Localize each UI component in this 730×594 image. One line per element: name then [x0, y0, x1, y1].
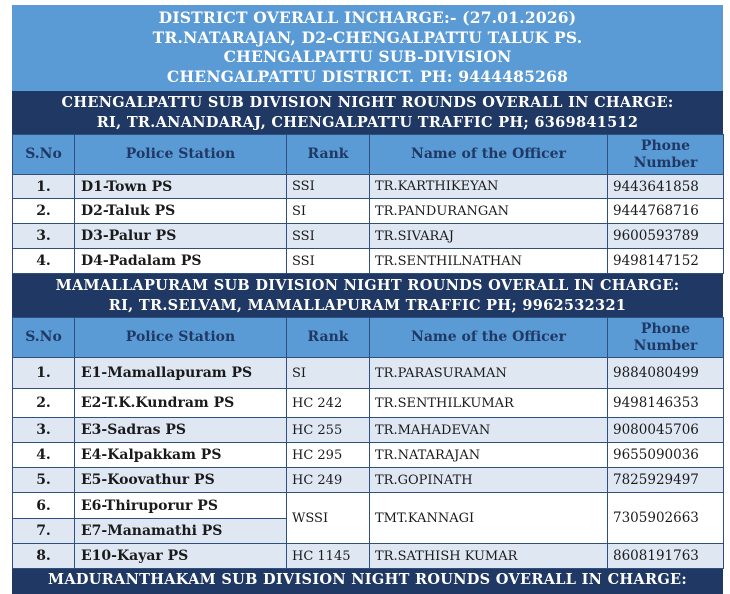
table-row	[13, 175, 724, 199]
col-header-station: Police Station	[75, 135, 287, 175]
chengalpattu-section-header	[12, 91, 723, 134]
col-header-sno: S.No	[13, 318, 75, 358]
phone-header-line-2: Number	[633, 154, 698, 171]
cell-station: D1-Town PS	[75, 175, 287, 199]
cell-rank: HC 295	[287, 443, 370, 468]
section-title-line-1: CHENGALPATTU SUB DIVISION NIGHT ROUNDS OVERALL IN CHARGE:	[61, 94, 674, 111]
cell-station: D3-Palur PS	[75, 224, 287, 249]
cell-sno: 2.	[13, 199, 75, 224]
cell-rank: HC 242	[287, 389, 370, 418]
cell-phone: 9884080499	[608, 358, 724, 389]
col-header-officer: Name of the Officer	[370, 318, 608, 358]
cell-phone: 9443641858	[608, 175, 724, 199]
cell-sno: 1.	[13, 358, 75, 389]
section-title-line-1: MAMALLAPURAM SUB DIVISION NIGHT ROUNDS OVERALL IN CHARGE:	[55, 277, 680, 294]
cell-station: E7-Manamathi PS	[75, 519, 287, 544]
cell-rank: SI	[287, 199, 370, 224]
table-row	[13, 199, 724, 224]
table-row	[13, 249, 724, 274]
cell-rank: SSI	[287, 249, 370, 274]
cell-sno: 5.	[13, 468, 75, 493]
phone-header-line-2: Number	[633, 337, 698, 354]
col-header-officer: Name of the Officer	[370, 135, 608, 175]
chengalpattu-roster-table	[12, 134, 724, 274]
cell-station: E6-Thiruporur PS	[75, 493, 287, 519]
cell-sno: 4.	[13, 443, 75, 468]
cell-rank: SI	[287, 358, 370, 389]
phone-header-line-1: Phone	[640, 137, 691, 154]
table-row	[13, 358, 724, 389]
cell-officer: TR.SENTHILKUMAR	[370, 389, 608, 418]
cell-station: E10-Kayar PS	[75, 544, 287, 569]
table-row	[13, 224, 724, 249]
cell-phone: 9444768716	[608, 199, 724, 224]
cell-officer: TR.MAHADEVAN	[370, 418, 608, 443]
table-row	[13, 389, 724, 418]
cell-phone: 7305902663	[608, 493, 724, 544]
cell-rank: SSI	[287, 224, 370, 249]
cell-rank: SSI	[287, 175, 370, 199]
cell-officer: TR.SENTHILNATHAN	[370, 249, 608, 274]
col-header-phone	[608, 318, 724, 358]
cell-officer: TR.SIVARAJ	[370, 224, 608, 249]
cell-phone: 9498147152	[608, 249, 724, 274]
col-header-station: Police Station	[75, 318, 287, 358]
cell-phone: 9498146353	[608, 389, 724, 418]
table-header-row	[13, 135, 724, 175]
cell-officer: TR.PANDURANGAN	[370, 199, 608, 224]
table-row	[13, 493, 724, 519]
cell-sno: 3.	[13, 418, 75, 443]
cell-rank: WSSI	[287, 493, 370, 544]
table-row	[13, 468, 724, 493]
section-title-line-2: RI, TR.SELVAM, MAMALLAPURAM TRAFFIC PH; 9962532321	[108, 297, 627, 314]
phone-header-line-1: Phone	[640, 320, 691, 337]
banner-line-3: CHENGALPATTU SUB-DIVISION	[223, 47, 512, 66]
cell-officer: TMT.KANNAGI	[370, 493, 608, 544]
banner-line-4: CHENGALPATTU DISTRICT. PH: 9444485268	[166, 66, 569, 86]
cell-sno: 8.	[13, 544, 75, 569]
section-title-line-1: MADURANTHAKAM SUB DIVISION NIGHT ROUNDS OVERALL IN CHARGE:	[47, 571, 688, 588]
table-row	[13, 544, 724, 569]
cell-officer: TR.SATHISH KUMAR	[370, 544, 608, 569]
cell-phone: 9600593789	[608, 224, 724, 249]
cell-station: D4-Padalam PS	[75, 249, 287, 274]
cell-station: E2-T.K.Kundram PS	[75, 389, 287, 418]
cell-station: E1-Mamallapuram PS	[75, 358, 287, 389]
cell-rank: HC 1145	[287, 544, 370, 569]
cell-station: E5-Koovathur PS	[75, 468, 287, 493]
cell-station: E4-Kalpakkam PS	[75, 443, 287, 468]
col-header-phone	[608, 135, 724, 175]
cell-sno: 4.	[13, 249, 75, 274]
col-header-sno: S.No	[13, 135, 75, 175]
cell-phone: 9655090036	[608, 443, 724, 468]
section-title-line-2: RI, TR.ANANDARAJ, CHENGALPATTU TRAFFIC PH; 6369841512	[96, 114, 639, 131]
mamallapuram-roster-table	[12, 317, 724, 569]
col-header-rank: Rank	[287, 318, 370, 358]
table-row	[13, 418, 724, 443]
table-header-row	[13, 318, 724, 358]
cell-station: D2-Taluk PS	[75, 199, 287, 224]
cell-officer: TR.KARTHIKEYAN	[370, 175, 608, 199]
cell-sno: 2.	[13, 389, 75, 418]
district-incharge-banner	[12, 5, 723, 91]
cell-station: E3-Sadras PS	[75, 418, 287, 443]
cell-phone: 9080045706	[608, 418, 724, 443]
cell-sno: 7.	[13, 519, 75, 544]
cell-rank: HC 249	[287, 468, 370, 493]
cell-rank: HC 255	[287, 418, 370, 443]
duty-roster-sheet	[12, 5, 723, 594]
cell-officer: TR.GOPINATH	[370, 468, 608, 493]
cell-officer: TR.PARASURAMAN	[370, 358, 608, 389]
banner-line-2: TR.NATARAJAN, D2-CHENGALPATTU TALUK PS.	[152, 27, 583, 47]
cell-phone: 8608191763	[608, 544, 724, 569]
cell-sno: 6.	[13, 493, 75, 519]
maduranthakam-section-header	[12, 569, 723, 594]
cell-officer: TR.NATARAJAN	[370, 443, 608, 468]
table-row	[13, 443, 724, 468]
cell-sno: 3.	[13, 224, 75, 249]
mamallapuram-section-header	[12, 274, 723, 317]
cell-sno: 1.	[13, 175, 75, 199]
cell-phone: 7825929497	[608, 468, 724, 493]
banner-line-1: DISTRICT OVERALL INCHARGE:- (27.01.2026)	[158, 8, 577, 27]
col-header-rank: Rank	[287, 135, 370, 175]
